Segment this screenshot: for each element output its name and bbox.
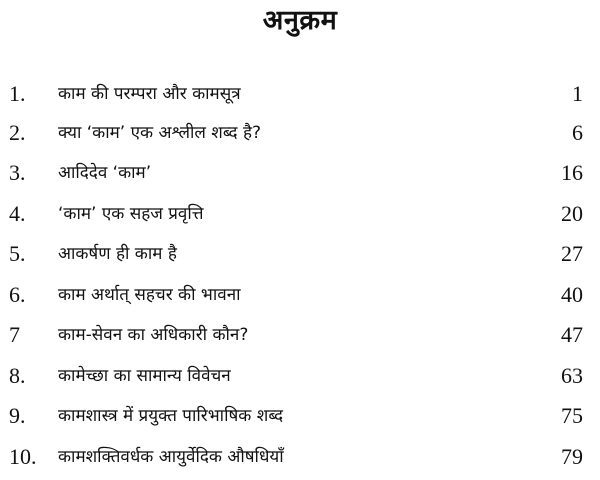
entry-title: कामशास्त्र में प्रयुक्त पारिभाषिक शब्द [58,406,284,426]
entry-title: कामशक्तिवर्धक आयुर्वेदिक औषधियाँ [58,446,284,467]
entry-title: आदिदेव ‘काम’ [58,163,152,183]
entry-number: 10. [9,443,37,469]
page-title: अनुक्रम [262,5,338,36]
entry-title: आकर्षण ही काम है [58,244,177,264]
toc-entry [0,358,600,399]
entry-page-number: 20 [561,200,583,226]
entry-page-number: 6 [572,119,583,145]
entry-page-number: 1 [572,81,583,106]
toc-entry [0,74,600,115]
entry-number: 1. [9,81,26,106]
entry-page-number: 40 [561,281,583,307]
entry-number: 9. [9,403,26,428]
toc-entry [0,155,600,196]
entry-page-number: 16 [561,160,583,185]
toc-entry [0,236,600,277]
toc-entry [0,398,600,439]
toc-entry [0,277,600,318]
table-of-contents [0,74,600,479]
entry-page-number: 75 [561,403,583,428]
entry-title: काम अर्थात् सहचर की भावना [58,284,241,305]
toc-entry [0,317,600,358]
entry-number: 8. [9,362,26,388]
entry-title: क्या ‘काम’ एक अश्लील शब्द है? [58,122,262,143]
entry-number: 7 [9,322,20,347]
toc-entry [0,439,600,480]
entry-page-number: 79 [561,443,583,469]
entry-number: 6. [9,281,26,307]
entry-title: काम-सेवन का अधिकारी कौन? [58,325,249,345]
toc-entry [0,115,600,156]
entry-page-number: 63 [561,362,583,388]
entry-title: ‘काम’ एक सहज प्रवृत्ति [58,203,204,224]
toc-entry [0,196,600,237]
entry-page-number: 47 [561,322,583,347]
entry-page-number: 27 [561,241,583,266]
entry-number: 4. [9,200,26,226]
entry-number: 5. [9,241,26,266]
entry-title: कामेच्छा का सामान्य विवेचन [58,365,231,386]
entry-title: काम की परम्परा और कामसूत्र [58,84,241,104]
entry-number: 3. [9,160,26,185]
entry-number: 2. [9,119,26,145]
